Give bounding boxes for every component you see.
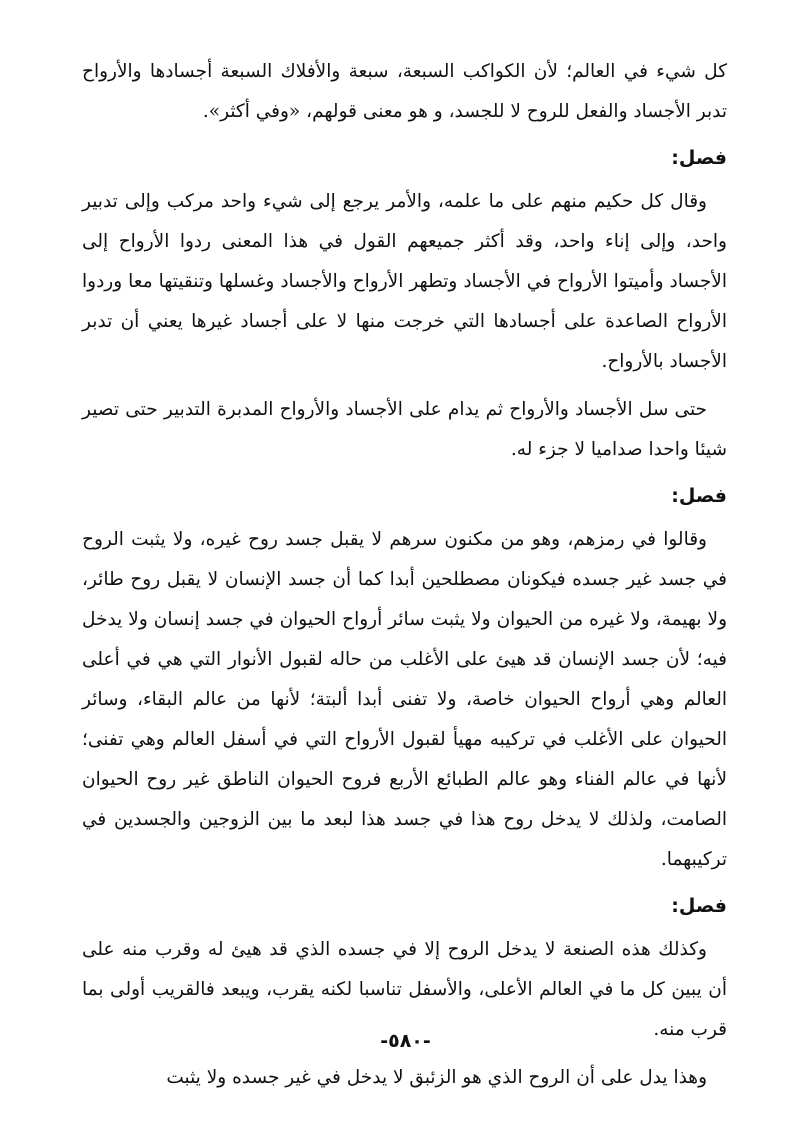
section-heading: فصل: [671,895,727,917]
paragraph: وقالوا في رمزهم، وهو من مكنون سرهم لا يقبل جسد روح غيره، ولا يثبت الروح في جسد غير جسده فيكونان مصطلحين أبدا كما أن جسد الإنسان لا يقبل روح طائر، ولا بهيمة، ولا غيره من الحيوان ولا يثبت سائر أرواح الحيوان في جسد إنسان ولا يدخل فيه؛ لأن جسد الإنسان قد هيئ على الأغلب من حاله لقبول الأنوار التي هي في أعلى العالم وهي أرواح الحيوان خاصة، ولا تفنى أبدا ألبتة؛ لأنها من عالم البقاء، وسائر الحيوان على الأغلب في تركيبه مهيأ لقبول الأرواح التي في أسفل العالم وهي تفنى؛ لأنها في عالم الفناء وهو عالم الطبائع الأربع فروح الحيوان الناطق غير روح الحيوان الصامت، ولذلك لا يدخل روح هذا في جسد هذا لبعد ما بين الزوجين والجسدين في تركيبهما. [82,529,727,870]
main-text [82,52,727,1098]
page-number: -٥٨٠- [380,1030,431,1052]
paragraph: كل شيء في العالم؛ لأن الكواكب السبعة، سبعة والأفلاك السبعة أجسادها والأرواح تدبر الأجساد والفعل للروح لا للجسد، و هو معنى قولهم، «وفي أكثر». [82,61,727,122]
paragraph: وقال كل حكيم منهم على ما علمه، والأمر يرجع إلى شيء واحد مركب وإلى تدبير واحد، وإلى إناء واحد، وقد أكثر جميعهم القول في هذا المعنى ردوا الأرواح إلى الأجساد وأميتوا الأرواح في الأجساد وتطهر الأرواح والأجساد وغسلها وتنقيتها معا وردوا الأرواح الصاعدة على أجسادها التي خرجت منها لا على أجساد غيرها يعني أن تدبر الأجساد بالأرواح. [82,191,727,372]
section-heading: فصل: [671,147,727,169]
paragraph: حتى سل الأجساد والأرواح ثم يدام على الأجساد والأرواح المدبرة التدبير حتى تصير شيئا واحدا صداميا لا جزء له. [82,399,727,460]
paragraph: وهذا يدل على أن الروح الذي هو الزئبق لا يدخل في غير جسده ولا يثبت [166,1067,707,1088]
section-heading: فصل: [671,485,727,507]
paragraph: وكذلك هذه الصنعة لا يدخل الروح إلا في جسده الذي قد هيئ له وقرب منه على أن يبين كل ما في العالم الأعلى، والأسفل تناسبا لكنه يقرب، ويبعد فالقريب أولى بما قرب منه. [82,939,727,1040]
